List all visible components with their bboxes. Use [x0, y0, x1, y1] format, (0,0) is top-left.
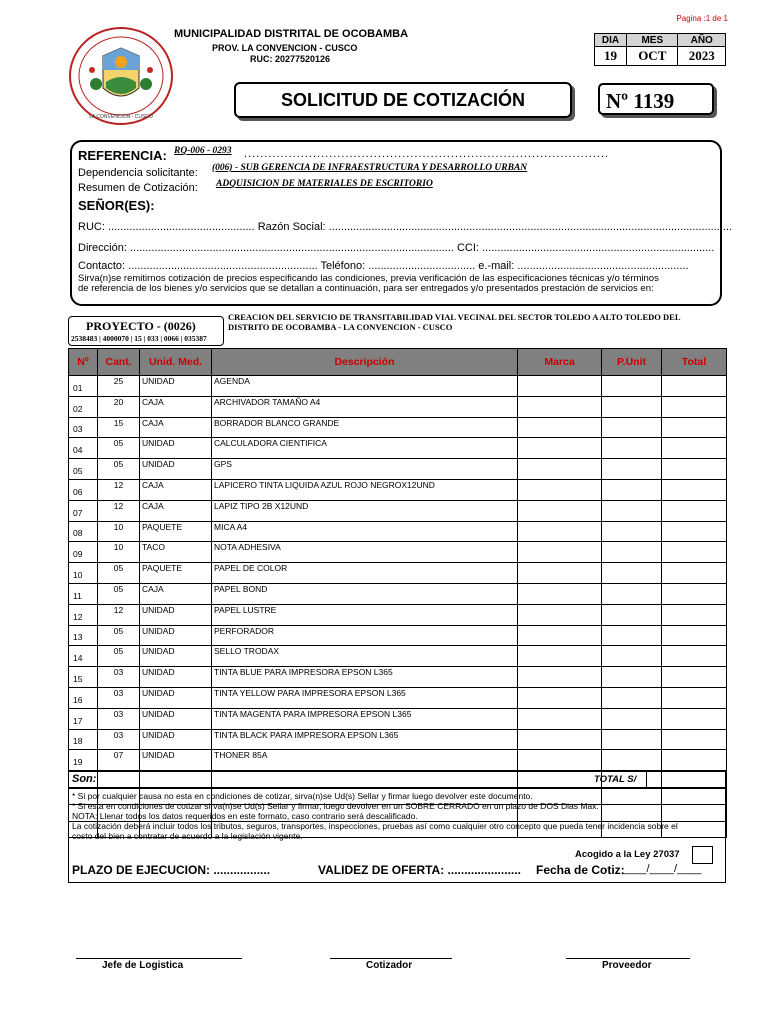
item-brand-field[interactable]: [518, 459, 602, 480]
municipality-seal: [68, 26, 174, 126]
footer-note-2: * Si esta en condiciones de cotizar sirva(n)se Ud(s) Sellar y firmar, luego devolver en un SOBRE CERRADO en un plazo de DOS Dias Max.: [72, 801, 599, 811]
table-row: [69, 646, 727, 667]
item-unit-price-field[interactable]: [602, 479, 662, 500]
fecha-field[interactable]: ____/____/____: [622, 863, 702, 875]
item-number: 13: [69, 625, 98, 646]
item-description: TINTA MAGENTA PARA IMPRESORA EPSON L365: [212, 708, 518, 729]
item-quantity: 10: [98, 542, 140, 563]
table-header-row: [69, 349, 727, 376]
item-total-field[interactable]: [662, 625, 727, 646]
table-row: [69, 687, 727, 708]
item-number: 09: [69, 542, 98, 563]
table-row: [69, 479, 727, 500]
item-unit-price-field[interactable]: [602, 459, 662, 480]
signature-label-quoter: Cotizador: [366, 960, 413, 971]
item-total-field[interactable]: [662, 479, 727, 500]
item-quantity: 05: [98, 583, 140, 604]
summary-label: Resumen de Cotización:: [78, 182, 198, 194]
footer-divider: [68, 788, 726, 789]
item-total-field[interactable]: [662, 417, 727, 438]
fecha-label: Fecha de Cotiz:: [536, 863, 625, 877]
son-label: Son:: [72, 773, 97, 785]
contact-label: Contacto:: [78, 260, 126, 272]
document-title: SOLICITUD DE COTIZACIÓN: [234, 82, 572, 118]
item-description: TINTA YELLOW PARA IMPRESORA EPSON L365: [212, 687, 518, 708]
table-row: [69, 604, 727, 625]
validez-field[interactable]: VALIDEZ DE OFERTA: ......................: [318, 863, 521, 877]
item-quantity: 05: [98, 646, 140, 667]
project-desc-line-2: DISTRITO DE OCOBAMBA - LA CONVENCION - CUSCO: [228, 322, 453, 332]
table-row: [69, 708, 727, 729]
item-quantity: 03: [98, 729, 140, 750]
signature-line-supplier: [566, 958, 690, 959]
item-unit: UNIDAD: [140, 438, 212, 459]
item-unit: UNIDAD: [140, 687, 212, 708]
signature-label-supplier: Proveedor: [602, 960, 652, 971]
item-quantity: 03: [98, 667, 140, 688]
table-row: [69, 376, 727, 397]
item-number: 11: [69, 583, 98, 604]
item-number: 10: [69, 563, 98, 584]
date-day: 19: [595, 47, 627, 66]
email-field[interactable]: ........................................................: [517, 260, 689, 272]
notice-line-1: Sirva(n)se remitirnos cotización de precios especificando las condiciones, previa verificación de las especificaciones técnicas y/o términos: [78, 273, 659, 284]
item-unit-price-field[interactable]: [602, 417, 662, 438]
item-unit: UNIDAD: [140, 729, 212, 750]
item-unit: TACO: [140, 542, 212, 563]
reference-value: RQ-006 - 0293: [174, 146, 232, 156]
item-unit: CAJA: [140, 500, 212, 521]
item-brand-field[interactable]: [518, 479, 602, 500]
item-number: 04: [69, 438, 98, 459]
item-description: AGENDA: [212, 376, 518, 397]
item-total-field[interactable]: [662, 667, 727, 688]
item-brand-field[interactable]: [518, 583, 602, 604]
item-unit: CAJA: [140, 417, 212, 438]
col-header-unit: Unid. Med.: [140, 349, 212, 376]
table-row: [69, 417, 727, 438]
col-header-unit-price: P.Unit: [602, 349, 662, 376]
item-quantity: 05: [98, 459, 140, 480]
phone-label: Teléfono:: [320, 260, 366, 272]
item-description: MICA A4: [212, 521, 518, 542]
signature-line-quoter: [330, 958, 452, 959]
item-unit-price-field[interactable]: [602, 396, 662, 417]
signature-label-logistics: Jefe de Logistica: [102, 960, 184, 971]
razon-label: Razón Social:: [257, 221, 326, 233]
item-number: 16: [69, 687, 98, 708]
project-label: PROYECTO - (0026): [86, 319, 196, 333]
item-description: NOTA ADHESIVA: [212, 542, 518, 563]
item-description: PERFORADOR: [212, 625, 518, 646]
table-row: [69, 459, 727, 480]
item-brand-field[interactable]: [518, 646, 602, 667]
item-number: 14: [69, 646, 98, 667]
item-quantity: 15: [98, 417, 140, 438]
item-unit: CAJA: [140, 479, 212, 500]
page-indicator: Pagina :1 de 1: [676, 14, 728, 23]
email-label: e.-mail:: [478, 260, 515, 272]
item-unit: UNIDAD: [140, 459, 212, 480]
project-code: 2538483 | 4000070 | 15 | 033 | 0066 | 035387: [71, 334, 207, 343]
item-unit-price-field[interactable]: [602, 376, 662, 397]
project-desc-line-1: CREACION DEL SERVICIO DE TRANSITABILIDAD VIAL VECINAL DEL SECTOR TOLEDO A ALTO TOLEDO DEL: [228, 312, 681, 322]
item-total-field[interactable]: [662, 438, 727, 459]
item-unit-price-field[interactable]: [602, 750, 662, 771]
item-unit: UNIDAD: [140, 667, 212, 688]
phone-field[interactable]: ...................................: [368, 260, 476, 272]
item-quantity: 05: [98, 438, 140, 459]
item-unit-price-field[interactable]: [602, 521, 662, 542]
footer-note-1: * Si por cualquier causa no esta en condiciones de cotizar, sirva(n)se Ud(s) Sellar y firmar luego devolver este documento.: [72, 791, 533, 801]
item-unit-price-field[interactable]: [602, 687, 662, 708]
table-row: [69, 396, 727, 417]
item-total-field[interactable]: [662, 646, 727, 667]
item-description: GPS: [212, 459, 518, 480]
item-unit-price-field[interactable]: [602, 542, 662, 563]
item-unit-price-field[interactable]: [602, 646, 662, 667]
item-unit: CAJA: [140, 396, 212, 417]
item-number: 02: [69, 396, 98, 417]
item-number: 01: [69, 376, 98, 397]
item-unit-price-field[interactable]: [602, 708, 662, 729]
item-total-field[interactable]: [662, 563, 727, 584]
item-quantity: 20: [98, 396, 140, 417]
item-description: PAPEL LUSTRE: [212, 604, 518, 625]
item-unit: UNIDAD: [140, 604, 212, 625]
item-unit: UNIDAD: [140, 625, 212, 646]
item-quantity: 12: [98, 604, 140, 625]
item-quantity: 12: [98, 500, 140, 521]
item-brand-field[interactable]: [518, 417, 602, 438]
item-total-field[interactable]: [662, 729, 727, 750]
dependency-value: (006) - SUB GERENCIA DE INFRAESTRUCTURA Y DESARROLLO URBAN: [212, 163, 528, 173]
item-brand-field[interactable]: [518, 438, 602, 459]
item-unit: PAQUETE: [140, 521, 212, 542]
table-row: [69, 750, 727, 771]
col-header-number: Nº: [69, 349, 98, 376]
item-description: PAPEL BOND: [212, 583, 518, 604]
total-field[interactable]: [648, 772, 724, 787]
reference-label: REFERENCIA:: [78, 148, 167, 163]
item-number: 17: [69, 708, 98, 729]
total-divider: [646, 771, 647, 788]
cci-field[interactable]: ............................................................................: [482, 242, 715, 254]
item-brand-field[interactable]: [518, 625, 602, 646]
col-header-description: Descripción: [212, 349, 518, 376]
item-number: 12: [69, 604, 98, 625]
item-total-field[interactable]: [662, 521, 727, 542]
total-label: TOTAL S/: [594, 774, 637, 785]
col-header-brand: Marca: [518, 349, 602, 376]
item-quantity: 10: [98, 521, 140, 542]
item-description: LAPICERO TINTA LIQUIDA AZUL ROJO NEGROX12UND: [212, 479, 518, 500]
item-total-field[interactable]: [662, 604, 727, 625]
item-description: TINTA BLACK PARA IMPRESORA EPSON L365: [212, 729, 518, 750]
dependency-label: Dependencia solicitante:: [78, 167, 198, 179]
item-unit: UNIDAD: [140, 750, 212, 771]
item-quantity: 25: [98, 376, 140, 397]
item-brand-field[interactable]: [518, 563, 602, 584]
date-label-month: MES: [627, 34, 678, 47]
item-brand-field[interactable]: [518, 729, 602, 750]
ley-checkbox[interactable]: [692, 846, 713, 864]
items-table: [68, 348, 727, 838]
date-year: 2023: [678, 47, 726, 66]
footer-note-5: costo del bien a contratar de acuerdo a la legislación vigente.: [72, 831, 303, 841]
item-description: LAPIZ TIPO 2B X12UND: [212, 500, 518, 521]
table-row: [69, 563, 727, 584]
item-quantity: 07: [98, 750, 140, 771]
item-total-field[interactable]: [662, 396, 727, 417]
table-row: [69, 667, 727, 688]
item-quantity: 12: [98, 479, 140, 500]
item-unit-price-field[interactable]: [602, 583, 662, 604]
item-number: 19: [69, 750, 98, 771]
footer-note-3: NOTA: Llenar todos los datos requeridos en este formato, caso contrario será descalificado.: [72, 811, 418, 821]
item-unit: UNIDAD: [140, 708, 212, 729]
item-description: THONER 85A: [212, 750, 518, 771]
item-description: PAPEL DE COLOR: [212, 563, 518, 584]
col-header-quantity: Cant.: [98, 349, 140, 376]
ley-label: Acogido a la Ley 27037: [575, 849, 680, 860]
date-label-day: DIA: [595, 34, 627, 47]
date-month: OCT: [627, 47, 678, 66]
signature-line-logistics: [76, 958, 242, 959]
contact-field[interactable]: ..............................................................: [128, 260, 318, 272]
item-brand-field[interactable]: [518, 396, 602, 417]
item-number: 06: [69, 479, 98, 500]
item-brand-field[interactable]: [518, 687, 602, 708]
item-unit: PAQUETE: [140, 563, 212, 584]
item-description: TINTA BLUE PARA IMPRESORA EPSON L365: [212, 667, 518, 688]
item-total-field[interactable]: [662, 708, 727, 729]
item-quantity: 05: [98, 563, 140, 584]
table-row: [69, 542, 727, 563]
item-unit-price-field[interactable]: [602, 500, 662, 521]
item-unit-price-field[interactable]: [602, 729, 662, 750]
table-row: [69, 500, 727, 521]
item-number: 03: [69, 417, 98, 438]
item-brand-field[interactable]: [518, 500, 602, 521]
item-unit-price-field[interactable]: [602, 625, 662, 646]
institution-name: MUNICIPALIDAD DISTRITAL DE OCOBAMBA: [174, 28, 409, 40]
ruc-label: RUC:: [78, 221, 105, 233]
item-brand-field[interactable]: [518, 708, 602, 729]
item-total-field[interactable]: [662, 583, 727, 604]
date-box: [594, 33, 726, 66]
recipient-label: SEÑOR(ES):: [78, 198, 155, 213]
seal-caption: LA CONVENCION - CUSCO: [89, 114, 153, 120]
item-number: 07: [69, 500, 98, 521]
item-total-field[interactable]: [662, 687, 727, 708]
address-field[interactable]: ..........................................................................................................: [129, 242, 454, 254]
item-brand-field[interactable]: [518, 750, 602, 771]
item-total-field[interactable]: [662, 459, 727, 480]
item-brand-field[interactable]: [518, 376, 602, 397]
item-unit: UNIDAD: [140, 376, 212, 397]
summary-value: ADQUISICION DE MATERIALES DE ESCRITORIO: [216, 179, 433, 189]
item-total-field[interactable]: [662, 376, 727, 397]
table-row: [69, 729, 727, 750]
table-row: [69, 583, 727, 604]
date-label-year: AÑO: [678, 34, 726, 47]
item-unit-price-field[interactable]: [602, 667, 662, 688]
item-unit: UNIDAD: [140, 646, 212, 667]
institution-ruc: RUC: 20277520126: [250, 54, 331, 64]
razon-field[interactable]: ....................................................................................................................................: [328, 221, 733, 233]
item-brand-field[interactable]: [518, 667, 602, 688]
table-row: [69, 438, 727, 459]
item-quantity: 05: [98, 625, 140, 646]
item-brand-field[interactable]: [518, 542, 602, 563]
item-number: 18: [69, 729, 98, 750]
col-header-total: Total: [662, 349, 727, 376]
institution-province: PROV. LA CONVENCION - CUSCO: [212, 43, 358, 53]
item-description: SELLO TRODAX: [212, 646, 518, 667]
item-description: BORRADOR BLANCO GRANDE: [212, 417, 518, 438]
item-total-field[interactable]: [662, 750, 727, 771]
item-number: 05: [69, 459, 98, 480]
item-unit-price-field[interactable]: [602, 563, 662, 584]
item-quantity: 03: [98, 708, 140, 729]
item-total-field[interactable]: [662, 542, 727, 563]
item-brand-field[interactable]: [518, 604, 602, 625]
item-description: ARCHIVADOR TAMAÑO A4: [212, 396, 518, 417]
cci-label: CCI:: [456, 242, 479, 254]
item-unit: CAJA: [140, 583, 212, 604]
footer-note-4: La cotización deberá incluir todos los tributos, seguros, transportes, inspecciones, pruebas así como cualquier otro concepto que pueda tener incidencia sobre el: [72, 821, 678, 831]
reference-dots: ..........................................................................................: [244, 148, 610, 160]
notice-line-2: de referencia de los bienes y/o servicios que se detallan a continuación, para ser entregados y/o presentados prestación de servicios en:: [78, 283, 654, 294]
table-row: [69, 625, 727, 646]
document-number: Nº 1139: [598, 83, 714, 115]
plazo-field[interactable]: PLAZO DE EJECUCION: .................: [72, 863, 271, 877]
item-total-field[interactable]: [662, 500, 727, 521]
item-unit-price-field[interactable]: [602, 438, 662, 459]
item-brand-field[interactable]: [518, 521, 602, 542]
address-label: Dirección:: [78, 242, 127, 254]
item-number: 08: [69, 521, 98, 542]
ruc-field[interactable]: ................................................: [107, 221, 255, 233]
item-quantity: 03: [98, 687, 140, 708]
item-description: CALCULADORA CIENTIFICA: [212, 438, 518, 459]
table-row: [69, 521, 727, 542]
item-unit-price-field[interactable]: [602, 604, 662, 625]
item-number: 15: [69, 667, 98, 688]
